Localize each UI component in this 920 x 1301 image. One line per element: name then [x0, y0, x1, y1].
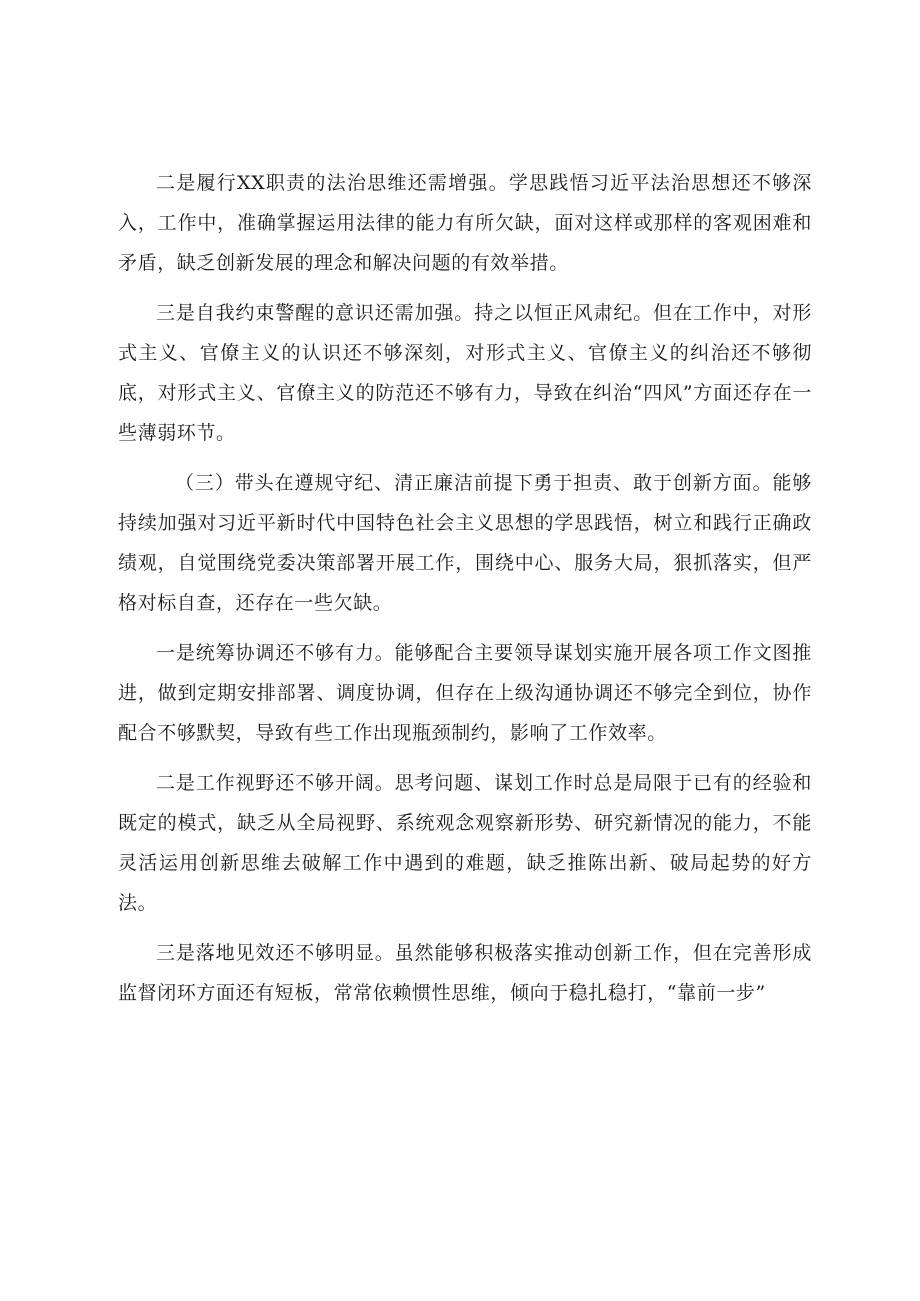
section-heading-three: （三）带头在遵规守纪、清正廉洁前提下勇于担责、敢于创新方面。能够持续加强对习近平新时代中国特色社会主义思想的学思践悟，树立和践行正确政绩观，自觉围绕党委决策部署开展工作，围绕中心、服务大局，狠抓落实，但严格对标自查，还存在一些欠缺。	[118, 472, 812, 614]
paragraph-work-vision: 二是工作视野还不够开阔。思考问题、谋划工作时总是局限于已有的经验和既定的模式，缺乏从全局视野、系统观念观察新形势、研究新情况的能力，不能灵活运用创新思维去破解工作中遇到的难题，缺乏推陈出新、破局起势的好方法。	[118, 772, 812, 914]
document-body	[118, 163, 812, 1023]
paragraph-implementation: 三是落地见效还不够明显。虽然能够积极落实推动创新工作，但在完善形成监督闭环方面还有短板，常常依赖惯性思维，倾向于稳扎稳打，“靠前一步”	[118, 942, 812, 1004]
paragraph-self-discipline: 三是自我约束警醒的意识还需加强。持之以恒正风肃纪。但在工作中，对形式主义、官僚主义的认识还不够深刻，对形式主义、官僚主义的纠治还不够彻底，对形式主义、官僚主义的防范还不够有力，导致在纠治“四风”方面还存在一些薄弱环节。	[118, 302, 812, 444]
paragraph-coordination: 一是统筹协调还不够有力。能够配合主要领导谋划实施开展各项工作文图推进，做到定期安排部署、调度协调，但存在上级沟通协调还不够完全到位，协作配合不够默契，导致有些工作出现瓶颈制约，影响了工作效率。	[118, 642, 812, 744]
paragraph-duty-legal-thinking: 二是履行XX职责的法治思维还需增强。学思践悟习近平法治思想还不够深入，工作中，准确掌握运用法律的能力有所欠缺，面对这样或那样的客观困难和矛盾，缺乏创新发展的理念和解决问题的有效举措。	[118, 172, 812, 274]
